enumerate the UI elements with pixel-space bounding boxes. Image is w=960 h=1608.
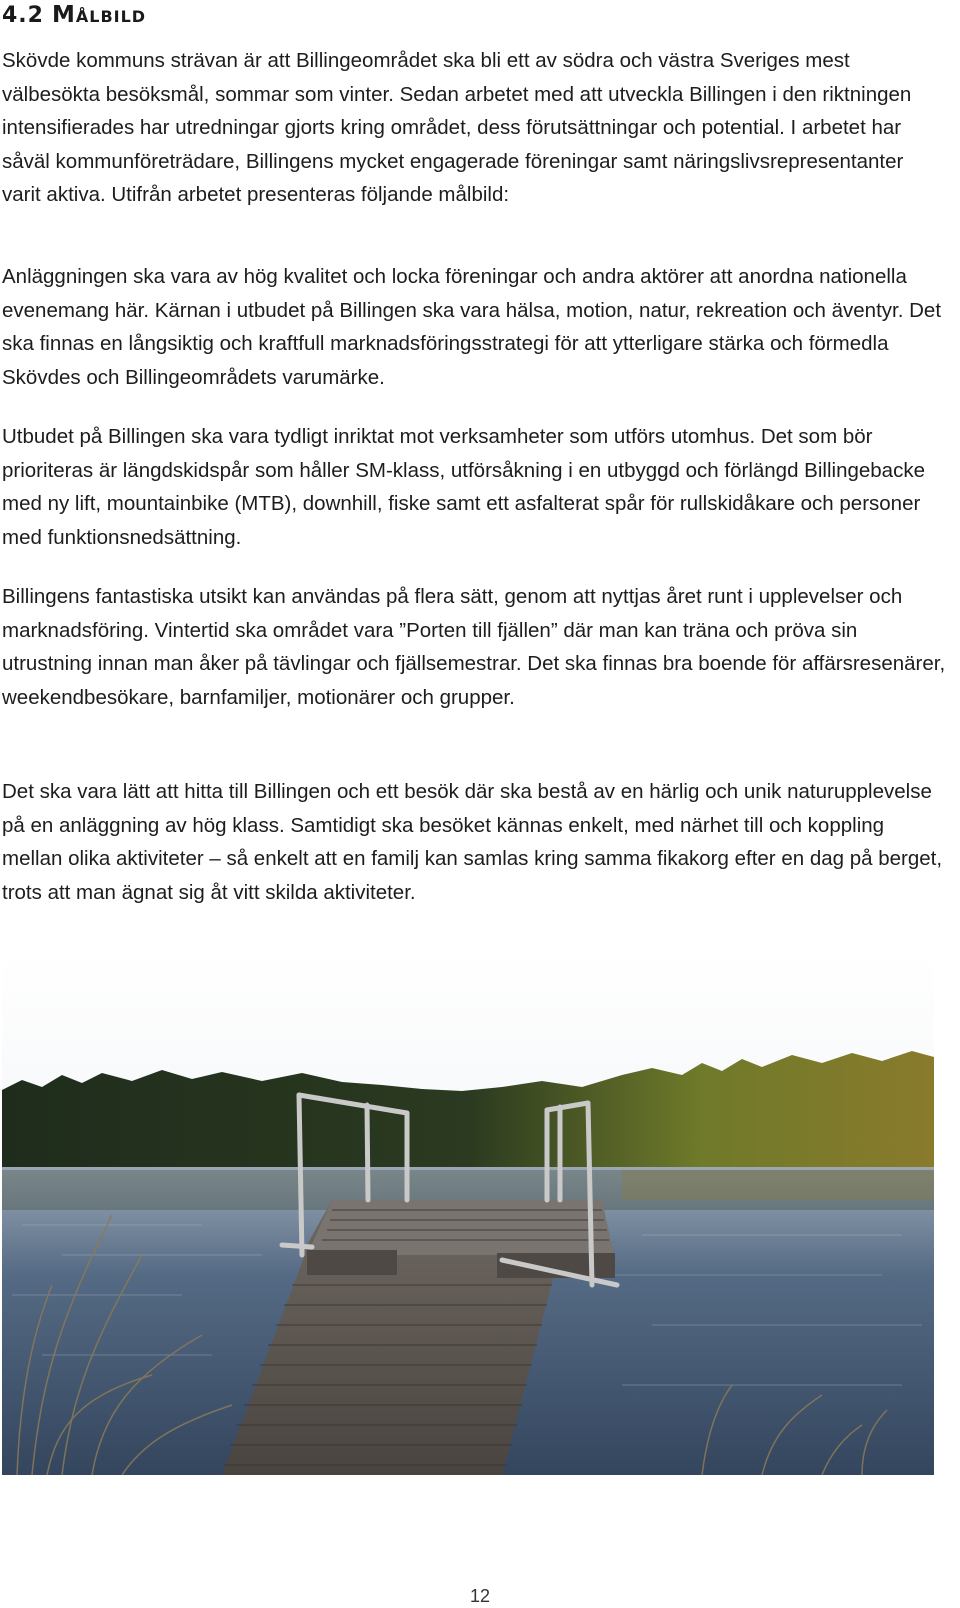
lake-jetty-photo bbox=[2, 955, 934, 1475]
paragraph: Det ska vara lätt att hitta till Billingen och ett besök där ska bestå av en härlig och unik naturupplevelse på en anläggning av hög klass. Samtidigt ska besöket kännas enkelt, med närhet till och koppling mellan olika aktiviteter – så enkelt att en familj kan samlas kring samma fikakorg efter en dag på berget, trots att man ägnat sig åt vitt skilda aktiviteter. bbox=[2, 780, 943, 904]
paragraph: Utbudet på Billingen ska vara tydligt inriktat mot verksamheter som utförs utomhus. Det som bör prioriteras är längdskidspår som håller SM-klass, utförsåkning i en utbyggd och förlängd Billingebacke med ny lift, mountainbike (MTB), downhill, fiske samt ett asfalterat spår för rullskidåkare och personer med funktionsnedsättning. bbox=[2, 425, 925, 549]
section-number: 4.2 bbox=[2, 3, 44, 28]
paragraph: Skövde kommuns strävan är att Billingeområdet ska bli ett av södra och västra Sveriges mest välbesökta besöksmål, sommar som vinter. Sedan arbetet med att utveckla Billingen i den riktningen intensifierades har utredningar gjorts kring området, dess förutsättningar och potential. I arbetet har såväl kommunföreträdare, Billingens mycket engagerade föreningar samt näringslivsrepresentanter varit aktiva. Utifrån arbetet presenteras följande målbild: bbox=[2, 49, 912, 206]
paragraph: Billingens fantastiska utsikt kan användas på flera sätt, genom att nyttjas året runt i upplevelser och marknadsföring. Vintertid ska området vara ”Porten till fjällen” där man kan träna och pröva sin utrustning innan man åker på tävlingar och fjällsemestrar. Det ska finnas bra boende för affärsresenärer, weekendbesökare, barnfamiljer, motionärer och grupper. bbox=[2, 585, 946, 709]
page-number: 12 bbox=[469, 1586, 491, 1606]
section-heading bbox=[2, 2, 146, 28]
section-title: Målbild bbox=[51, 2, 147, 28]
paragraph: Anläggningen ska vara av hög kvalitet och locka föreningar och andra aktörer att anordna nationella evenemang här. Kärnan i utbudet på Billingen ska vara hälsa, motion, natur, rekreation och äventyr. Det ska finnas en långsiktig och kraftfull marknadsföringsstrategi för att ytterligare stärka och förmedla Skövdes och Billingeområdets varumärke. bbox=[2, 265, 942, 389]
